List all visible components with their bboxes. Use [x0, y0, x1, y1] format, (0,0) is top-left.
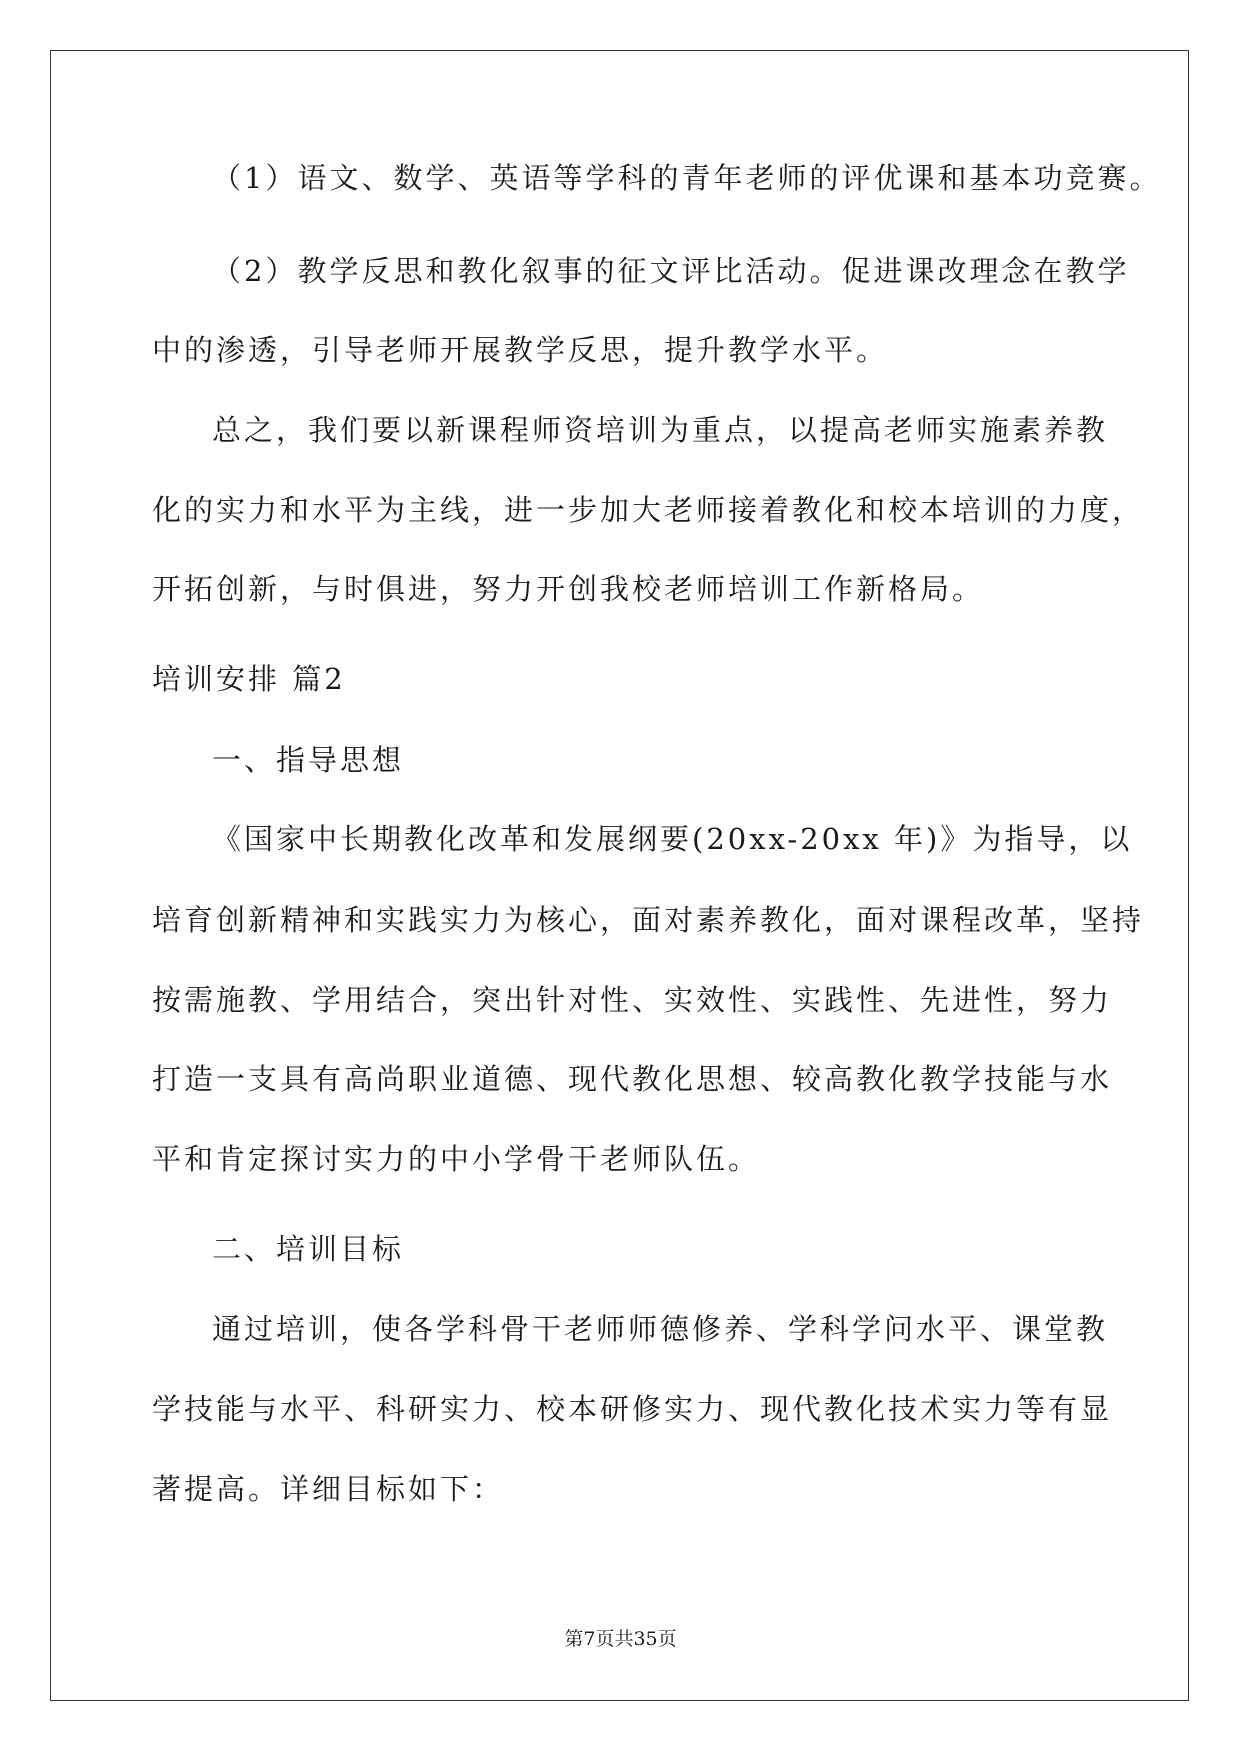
paragraph-line: 总之，我们要以新课程师资培训为重点，以提高老师实施素养教	[212, 413, 1109, 447]
paragraph-line: 开拓创新，与时俱进，努力开创我校老师培训工作新格局。	[152, 572, 985, 606]
subsection-heading: 一、指导思想	[212, 743, 405, 777]
paragraph-line: 按需施教、学用结合，突出针对性、实效性、实践性、先进性，努力	[152, 983, 1113, 1017]
page-footer	[0, 1627, 1241, 1651]
paragraph-line: （1）语文、数学、英语等学科的青年老师的评优课和基本功竞赛。	[212, 161, 1162, 195]
paragraph-line: 培育创新精神和实践实力为核心，面对素养教化，面对课程改革，坚持	[152, 903, 1145, 937]
page-total: 共35页	[614, 1628, 677, 1650]
paragraph-line: （2）教学反思和教化叙事的征文评比活动。促进课改理念在教学	[212, 254, 1130, 288]
paragraph-line: 中的渗透，引导老师开展教学反思，提升教学水平。	[152, 333, 889, 367]
paragraph-line: 平和肯定探讨实力的中小学骨干老师队伍。	[152, 1142, 761, 1176]
paragraph-line: 著提高。详细目标如下：	[152, 1472, 505, 1506]
paragraph-line: 学技能与水平、科研实力、校本研修实力、现代教化技术实力等有显	[152, 1392, 1113, 1426]
page-border	[50, 50, 1189, 1701]
subsection-heading: 二、培训目标	[212, 1232, 405, 1266]
paragraph-line: 《国家中长期教化改革和发展纲要(20xx-20xx 年)》为指导，以	[212, 822, 1133, 856]
section-heading: 培训安排 篇2	[152, 662, 346, 696]
paragraph-line: 打造一支具有高尚职业道德、现代教化思想、较高教化教学技能与水	[152, 1062, 1113, 1096]
page-number: 第7页	[564, 1628, 615, 1650]
paragraph-line: 通过培训，使各学科骨干老师师德修养、学科学问水平、课堂教	[212, 1312, 1109, 1346]
paragraph-line: 化的实力和水平为主线，进一步加大老师接着教化和校本培训的力度，	[152, 493, 1145, 527]
